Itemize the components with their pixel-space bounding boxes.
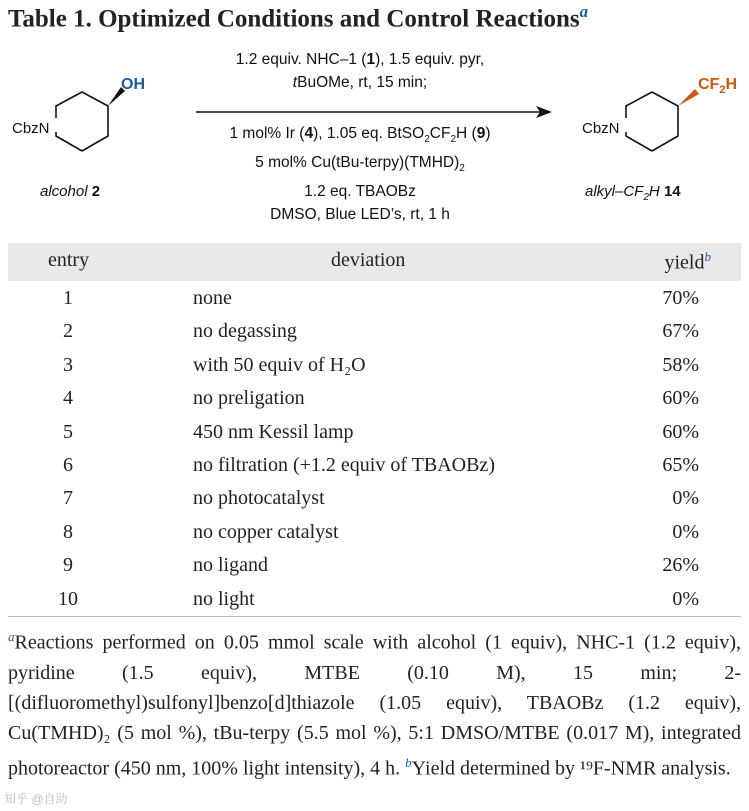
deviation-cell: no copper catalyst — [193, 520, 339, 543]
entry-cell: 5 — [63, 420, 73, 443]
conditions-above-arrow — [190, 48, 530, 94]
yield-cell: 0% — [672, 520, 699, 543]
header-deviation: deviation — [331, 249, 406, 271]
entry-cell: 8 — [63, 520, 73, 543]
deviation-cell: with 50 equiv of H₂O — [193, 353, 366, 376]
cf2h-wedge-bond — [678, 89, 699, 106]
table-title-text: Table 1. Optimized Conditions and Control Reactions — [8, 5, 580, 33]
deviation-cell: 450 nm Kessil lamp — [193, 420, 354, 443]
condition-line: 1.2 equiv. NHC–1 (1), 1.5 equiv. pyr, — [235, 51, 485, 68]
table-body — [8, 284, 741, 618]
footnote-b-text: Yield determined by ¹⁹F-NMR analysis. — [411, 757, 731, 780]
table-row — [8, 484, 741, 517]
yield-cell: 58% — [662, 353, 699, 376]
deviation-cell: no light — [193, 587, 255, 610]
deviation-cell: no photocatalyst — [193, 487, 325, 510]
table-row — [8, 451, 741, 484]
table-row — [8, 585, 741, 618]
header-yield: yield$^b$ — [664, 249, 711, 274]
deviation-cell: no filtration (+1.2 equiv of TBAOBz) — [193, 453, 495, 476]
yield-cell: 67% — [662, 320, 699, 343]
table-header — [8, 243, 741, 281]
entry-cell: 10 — [58, 587, 78, 610]
product-n-group-label: CbzN — [582, 120, 620, 137]
table-row — [8, 284, 741, 317]
entry-cell: 4 — [63, 387, 73, 410]
table-title — [8, 2, 588, 33]
table-row — [8, 418, 741, 451]
deviation-cell: no ligand — [193, 554, 268, 577]
deviation-cell: no preligation — [193, 387, 305, 410]
conditions-below-arrow — [190, 122, 530, 226]
entry-cell: 2 — [63, 320, 73, 343]
entry-cell: 1 — [63, 287, 73, 309]
entry-cell: 9 — [63, 554, 73, 577]
condition-line: tBuOMe, rt, 15 min; — [292, 74, 428, 91]
yield-cell: 60% — [662, 420, 699, 443]
entry-cell: 3 — [63, 353, 73, 376]
oh-group-label: OH — [121, 76, 145, 93]
table-footnotes — [8, 622, 741, 783]
product-label: alkyl–$CF_2H$ 14 — [585, 183, 681, 203]
table-row — [8, 518, 741, 551]
entry-cell: 6 — [63, 453, 73, 476]
entry-cell: 7 — [63, 487, 73, 510]
cf2h-group-label: $CF_2H$ — [698, 76, 738, 97]
footnote-mark-a: a — [8, 629, 15, 644]
yield-cell: 0% — [672, 587, 699, 610]
table-row — [8, 317, 741, 350]
condition-line: 1.2 eq. TBAOBz — [304, 183, 416, 201]
deviation-cell: no degassing — [193, 320, 297, 343]
footnote-a-text: Reactions performed on 0.05 mmol scale with alcohol (1 equiv), NHC-1 (1.2 equiv), pyridine (1.5 equiv), MTBE (0.10 M), 15 min; 2-[(difluoromethyl)sulfonyl]benzo[d]thiazole (1.05 equiv), TBAOBz (1.2 equiv), Cu(TMHD)₂ (5 mol %), tBu-terpy (5.5 mol %), 5:1 DMSO/MTBE (0.017 M), integrated photoreactor (450 nm, 100% light intensity), 4 h. — [8, 631, 741, 780]
condition-line: DMSO, Blue LED’s, rt, 1 h — [270, 206, 450, 224]
alcohol-label: alcohol 2 — [40, 183, 101, 200]
condition-line: 1 mol% Ir (4), 1.05 eq. $BtSO_2CF_2H$ (9) — [229, 125, 491, 146]
yield-cell: 65% — [662, 453, 699, 476]
title-footnote-mark: a — [579, 2, 589, 21]
yield-cell: 26% — [662, 554, 699, 577]
deviation-cell: none — [193, 287, 232, 309]
alcohol-n-group-label: CbzN — [12, 120, 50, 137]
table-row — [8, 384, 741, 417]
table-row — [8, 351, 741, 384]
footnote-mark-b: b — [405, 754, 412, 770]
yield-cell: 70% — [662, 287, 699, 309]
table-row — [8, 551, 741, 584]
header-entry: entry — [48, 249, 90, 271]
table-bottom-rule — [8, 616, 741, 617]
yield-cell: 60% — [662, 387, 699, 410]
condition-line: 5 mol% $Cu(tBu-terpy)(TMHD)_2$ — [255, 154, 465, 175]
yield-cell: 0% — [672, 487, 699, 510]
watermark: 知乎 @自助 — [4, 792, 68, 806]
reaction-scheme — [0, 40, 749, 240]
